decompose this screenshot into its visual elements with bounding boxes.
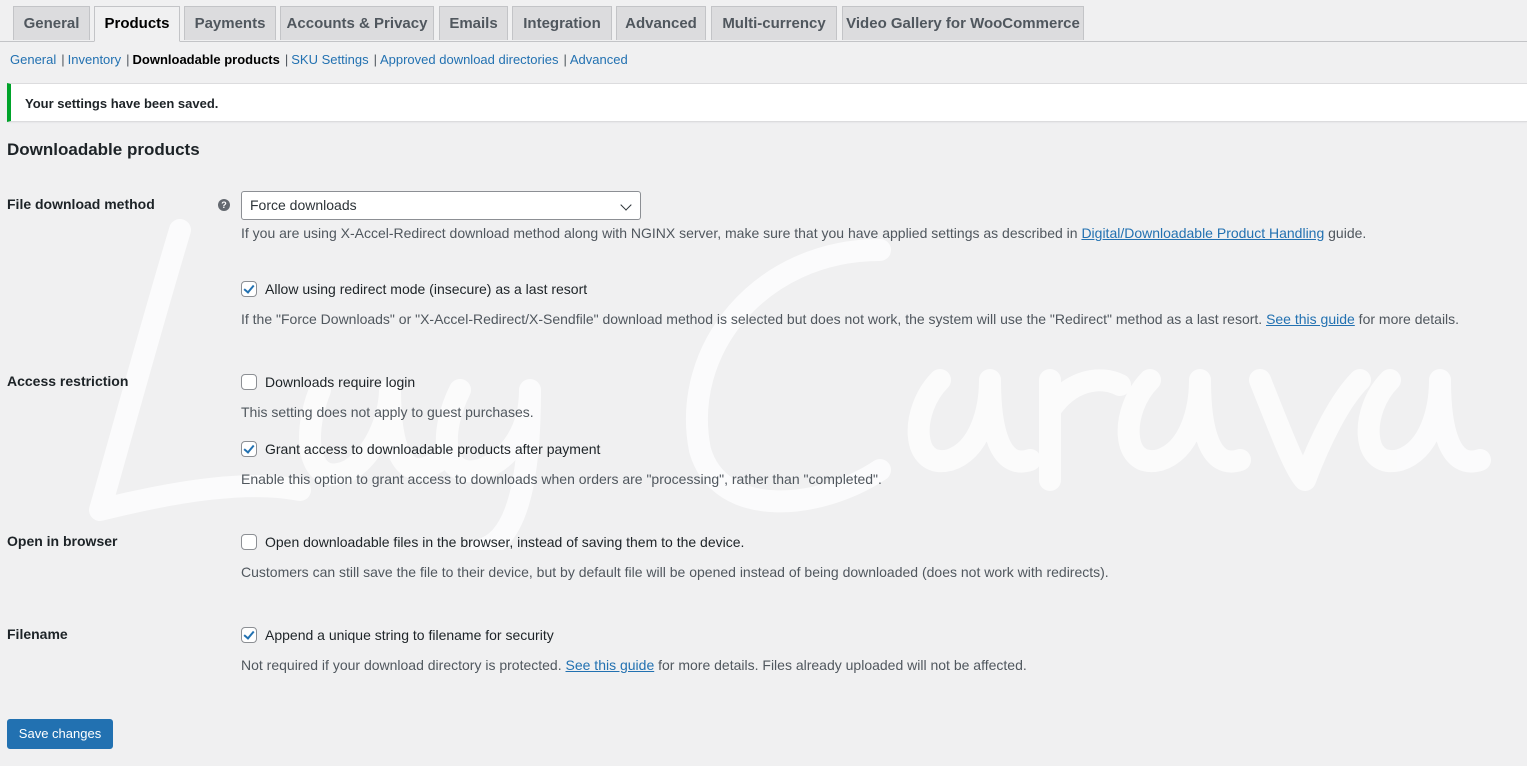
description-text: for more details. (1354, 311, 1460, 327)
downloads-require-login-description: This setting does not apply to guest purchases. (241, 404, 534, 420)
tab-accounts-privacy[interactable]: Accounts & Privacy (280, 6, 434, 40)
subnav-downloadable-products: Downloadable products (132, 52, 280, 67)
help-icon[interactable]: ? (218, 199, 230, 211)
settings-tabs (0, 0, 1527, 42)
page-title: Downloadable products (7, 140, 200, 159)
open-in-browser-label: Open in browser (7, 533, 118, 549)
subnav-general[interactable]: General (10, 52, 57, 67)
subnav-separator: | (373, 52, 377, 67)
redirect-fallback-option[interactable] (241, 281, 587, 297)
downloads-require-login-checkbox[interactable] (241, 374, 257, 390)
downloads-require-login-option[interactable] (241, 374, 415, 390)
access-restriction-label: Access restriction (7, 373, 129, 389)
tab-advanced[interactable]: Advanced (616, 6, 706, 40)
redirect-fallback-description (241, 311, 1459, 327)
file-download-method-select[interactable] (241, 191, 641, 220)
subnav-separator: | (126, 52, 130, 67)
filename-checkbox[interactable] (241, 627, 257, 643)
subnav-separator: | (61, 52, 65, 67)
grant-access-label: Grant access to downloadable products after payment (265, 441, 601, 457)
tab-products[interactable]: Products (94, 6, 180, 42)
downloads-require-login-label: Downloads require login (265, 374, 416, 390)
settings-saved-notice (7, 83, 1527, 122)
filename-option-label: Append a unique string to filename for security (265, 627, 554, 643)
description-text: guide. (1324, 225, 1367, 241)
section-subnav (10, 51, 628, 69)
description-text: Not required if your download directory is protected. (241, 657, 566, 673)
digital-product-handling-link[interactable]: Digital/Downloadable Product Handling (1081, 225, 1325, 241)
open-in-browser-description: Customers can still save the file to their device, but by default file will be opened instead of being downloaded (does not work with redirects). (241, 564, 1109, 580)
open-in-browser-option-label: Open downloadable files in the browser, instead of saving them to the device. (265, 534, 745, 550)
subnav-approved-directories[interactable]: Approved download directories (379, 52, 559, 67)
tab-video-gallery[interactable]: Video Gallery for WooCommerce (842, 6, 1084, 40)
description-text: for more details. Files already uploaded will not be affected. (654, 657, 1027, 673)
tab-emails[interactable]: Emails (439, 6, 508, 40)
description-text: If the "Force Downloads" or "X-Accel-Redirect/X-Sendfile" download method is selected but does not work, the system will use the "Redirect" method as a last resort. (241, 311, 1267, 327)
tab-payments[interactable]: Payments (184, 6, 276, 40)
see-this-guide-link[interactable]: See this guide (565, 657, 655, 673)
see-this-guide-link[interactable]: See this guide (1266, 311, 1355, 327)
subnav-sku-settings[interactable]: SKU Settings (291, 52, 369, 67)
save-changes-button[interactable]: Save changes (7, 719, 113, 749)
signature-watermark (60, 190, 1520, 550)
grant-access-description: Enable this option to grant access to downloads when orders are "processing", rather than "completed". (241, 471, 882, 487)
subnav-inventory[interactable]: Inventory (67, 52, 122, 67)
tab-multi-currency[interactable]: Multi-currency (711, 6, 837, 40)
grant-access-checkbox[interactable] (241, 441, 257, 457)
file-download-method-description (241, 225, 1366, 241)
grant-access-option[interactable] (241, 441, 600, 457)
tab-general[interactable]: General (13, 6, 90, 40)
subnav-advanced[interactable]: Advanced (569, 52, 628, 67)
open-in-browser-option[interactable] (241, 534, 744, 550)
notice-text: Your settings have been saved. (25, 96, 219, 111)
redirect-fallback-checkbox[interactable] (241, 281, 257, 297)
subnav-separator: | (563, 52, 567, 67)
tab-integration[interactable]: Integration (512, 6, 612, 40)
file-download-method-label: File download method (7, 196, 155, 212)
description-text: If you are using X-Accel-Redirect download method along with NGINX server, make sure that you have applied settings as described in (241, 225, 1082, 241)
redirect-fallback-label: Allow using redirect mode (insecure) as a last resort (265, 281, 588, 297)
subnav-separator: | (284, 52, 289, 67)
open-in-browser-checkbox[interactable] (241, 534, 257, 550)
filename-description (241, 657, 1027, 673)
filename-option[interactable] (241, 627, 554, 643)
chevron-down-icon (620, 199, 631, 210)
select-value: Force downloads (250, 197, 357, 213)
filename-label: Filename (7, 626, 68, 642)
